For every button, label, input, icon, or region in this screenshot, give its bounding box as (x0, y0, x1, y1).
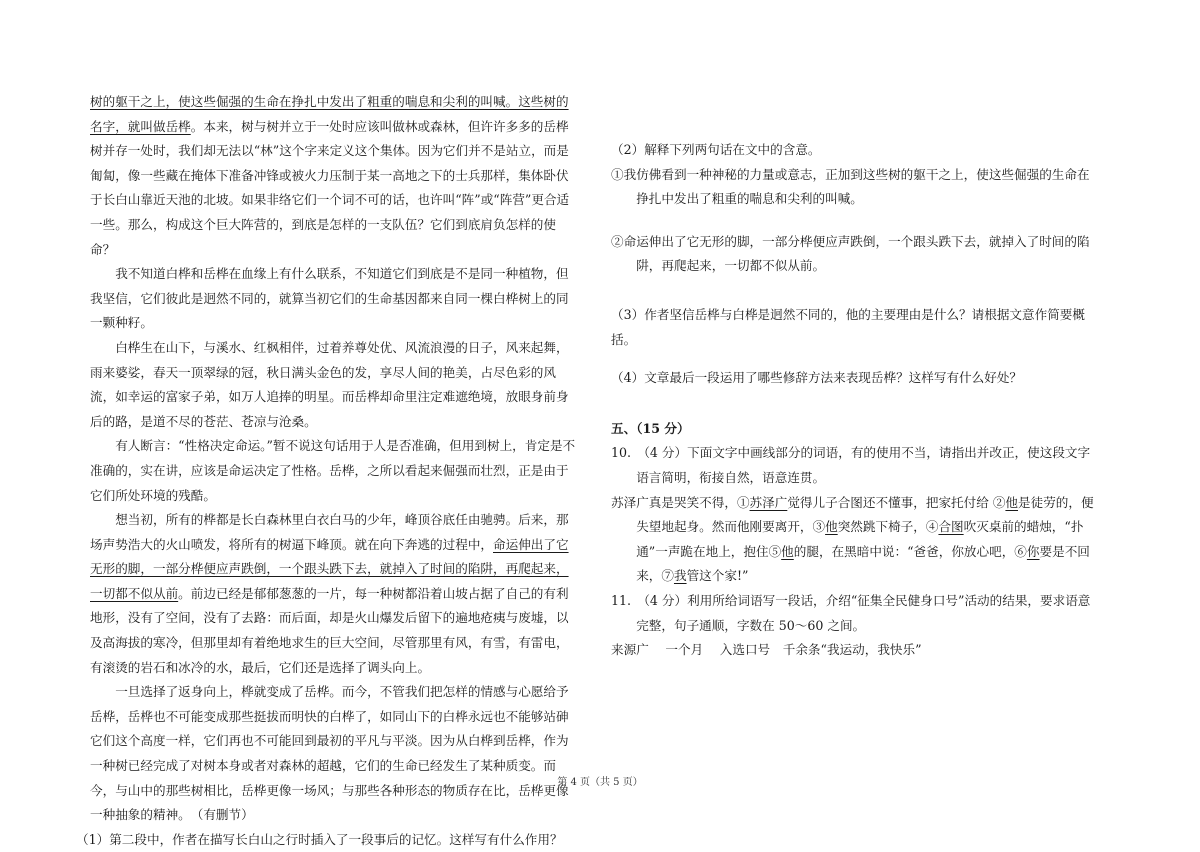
reading-paragraph-0 (90, 90, 580, 262)
underlined-word: 合图 (938, 519, 964, 535)
passage-text: 管这个家!” (686, 568, 749, 584)
reading-paragraph-3: 有人断言：“性格决定命运。”暂不说这句话用于人是否准确，但用到树上，肯定是不准确的，实在讲，应该是命运决定了性格。岳桦，之所以看起来倔强而壮烈，正是由于它们所处环境的残酷。 (90, 438, 576, 503)
reading-paragraph-4 (90, 508, 580, 680)
reading-paragraph-1: 我不知道白桦和岳桦在血缘上有什么联系，不知道它们到底是不是同一种植物，但我坚信，它们彼此是迥然不同的，就算当初它们的生命基因都来自同一棵白桦树上的同一颗种籽。 (90, 266, 569, 331)
question-4: （4）文章最后一段运用了哪些修辞方法来表现岳桦？这样写有什么好处？ (611, 370, 1023, 386)
question-1: （1）第二段中，作者在描写长白山之行时插入了一段事后的记忆。这样写有什么作用？ (76, 831, 563, 847)
question-2-sentence-2: ②命运伸出了它无形的脚，一部分桦便应声跌倒，一个跟头跌下去，就掉入了时间的陷阱，再爬起来，一切都不似从前。 (611, 233, 1090, 274)
underlined-sentence-2: 命运伸出了它无形的脚，一部分桦便应声跌倒，一个跟头跌下去，就掉入了时间的陷阱，再爬起来，一切都不似从前 (90, 536, 569, 601)
question-2-sentence-1: ①我仿佛看到一种神秘的力量或意志，正加到这些树的躯干之上，使这些倔强的生命在挣扎中发出了粗重的喘息和尖利的叫喊。 (611, 166, 1090, 207)
underlined-word: 他 (1005, 494, 1019, 510)
passage-text: 觉得儿子合图还不懂事，把家托付给 ② (787, 494, 1006, 510)
passage-text: 吹灭桌前的蜡烛，“扑通”一声跪在地上，抱住⑤ (636, 519, 1084, 559)
underlined-word: 苏泽广 (749, 494, 788, 510)
passage-text: 要是不回来，⑦ (636, 543, 1090, 584)
question-10: 10. （4 分）下面文字中画线部分的词语，有的使用不当，请指出并改正，使这段文字语言简明，衔接自然，语意连贯。 (611, 445, 1091, 485)
paragraph-text: 想当初，所有的桦都是长白森林里白衣白马的少年，峰顶谷底任由驰骋。后来，那场声势浩大的火山喷发，将所有的树逼下峰顶。就在向下奔逃的过程中， (90, 512, 569, 552)
passage-text: 突然跳下椅子，④ (837, 519, 939, 535)
page-footer: 第 4 页（共 5 页） (557, 777, 643, 788)
underlined-word: 我 (673, 568, 687, 584)
question-11: 11. （4 分）利用所给词语写一段话，介绍“征集全民健身口号”活动的结果，要求语意完整，句子通顺，字数在 50～60 之间。 (611, 592, 1091, 633)
question-2: （2）解释下列两句话在文中的含意。 (611, 142, 821, 157)
answer-space (611, 279, 1099, 303)
answer-space (611, 391, 1099, 417)
left-column (76, 90, 580, 852)
section-5-heading: 五、（15 分） (611, 420, 690, 436)
question-3: （3）作者坚信岳桦与白桦是迥然不同的，他的主要理由是什么？请根据文意作简要概括。 (611, 306, 1085, 347)
question-10-passage (611, 491, 1099, 589)
question-11-words: 来源广 一个月 入选口号 千余条“我运动，我快乐” (611, 642, 922, 658)
underlined-word: 你 (1026, 543, 1040, 559)
passage-text: 是徒劳的，便失望地起身。然而他刚要离开，③ (636, 494, 1094, 535)
paragraph-text: 。前边已经是郁郁葱葱的一片，每一种树都沿着山坡占据了自己的有利地形，没有了空间，没有了去路：而后面，却是火山爆发后留下的遍地疮痍与废墟，以及高海拔的寒冷，但那里却有着绝地求生的巨大空间，尽管那里有风，有雪，有雷电，有滚烫的岩石和冰冷的水，最后，它们还是选择了调头向上。 (90, 585, 569, 675)
passage-text: 的腿，在黑暗中说：“爸爸，你放心吧，⑥ (793, 543, 1027, 559)
underlined-word: 他 (825, 519, 838, 535)
reading-paragraph-5: 一旦选择了返身向上，桦就变成了岳桦。而今，不管我们把怎样的情感与心愿给予岳桦，岳桦也不可能变成那些挺拔而明快的白桦了，如同山下的白桦永远也不能够站砷它们这个高度一样，它们再也不可能回到最初的平凡与平淡。因为从白桦到岳桦，作为一种树已经完成了对树本身或者对森林的超越，它们的生命已经发生了某种质变。而今，与山中的那些树相比，岳桦更像一场风；与那些各种形态的物质存在比，岳桦更像一种抽象的精神。 （有删节） (90, 684, 569, 823)
answer-space (611, 212, 1099, 230)
paragraph-text: 。本来，树与树并立于一处时应该叫做林或森林，但许许多多的岳桦树并存一处时，我们却无法以“林”这个字来定义这个集体。因为它们并不是站立，而是匍匐，像一些藏在掩体下准备冲锋或被火力压制于某一高地之下的士兵那样，集体卧伏于长白山靠近天池的北坡。如果非络它们一个词不可的话，也许叫“阵”或“阵营”更合适一些。那么，构成这个巨大阵营的，到底是怎样的一支队伍？它们到底肩负怎样的使命？ (90, 118, 570, 257)
right-column (611, 138, 1099, 663)
passage-text: 苏泽广真是哭笑不得，① (611, 494, 750, 510)
reading-paragraph-2: 白桦生在山下，与溪水、红枫相伴，过着养尊处优、风流浪漫的日子，风来起舞，雨来婆娑，春天一顶翠绿的冠，秋日满头金色的发，享尽人间的艳美，占尽色彩的风流，如幸运的富家子弟，如万人追捧的明星。而岳桦却命里注定难遮绝境，放眼身前身后的路，是道不尽的苍茫、苍凉与沧桑。 (90, 339, 569, 429)
underlined-word: 他 (781, 543, 794, 559)
answer-space (611, 352, 1099, 366)
underlined-sentence-1: 树的躯干之上，使这些倔强的生命在挣扎中发出了粗重的喘息和尖利的叫喊。这些树的名字，就叫做岳桦 (90, 94, 569, 134)
